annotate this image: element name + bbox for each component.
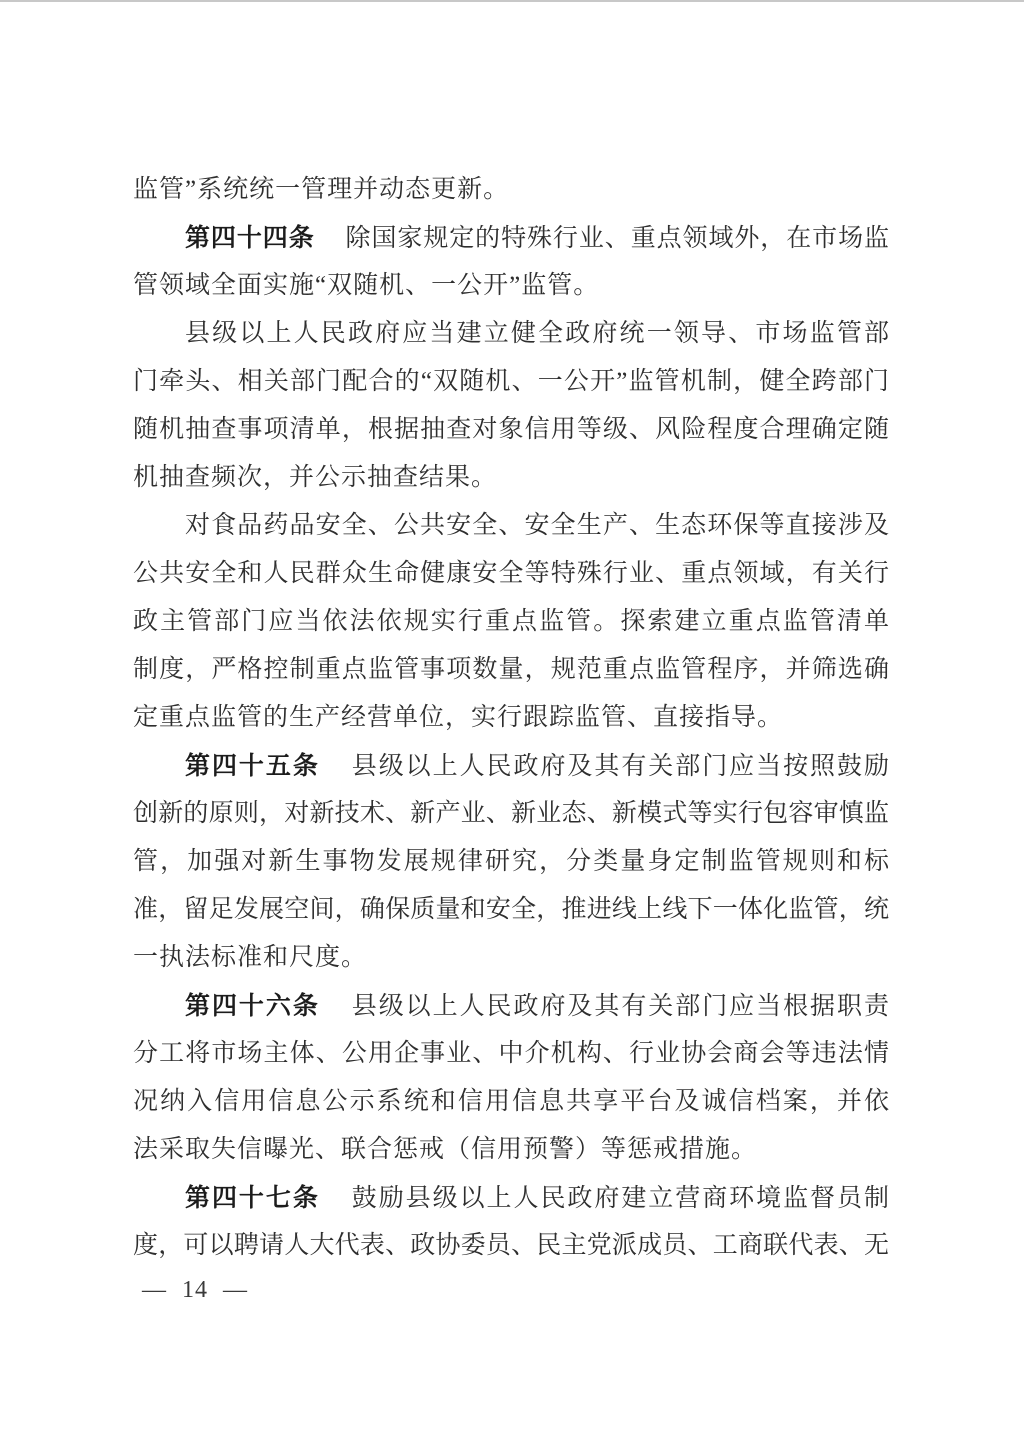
text-segment: 制度，严格控制重点监管事项数量，规范重点监管程序，并筛选确 (133, 656, 889, 683)
article-heading-line (133, 214, 889, 262)
text-segment: 准，留足发展空间，确保质量和安全，推进线上线下一体化监管，统 (133, 896, 889, 923)
text-line (133, 262, 889, 310)
page-number: — 14 — (142, 1277, 248, 1303)
text-segment: 门牵头、相关部门配合的“双随机、一公开”监管机制，健全跨部门 (133, 368, 889, 395)
article-heading-line (133, 1174, 889, 1222)
text-segment: 政主管部门应当依法依规实行重点监管。探索建立重点监管清单 (133, 608, 889, 635)
text-segment: 县级以上人民政府及其有关部门应当根据职责 (349, 993, 889, 1020)
text-line (133, 1126, 889, 1174)
article-heading-line (133, 982, 889, 1030)
text-segment: 随机抽查事项清单，根据抽查对象信用等级、风险程度合理确定随 (133, 416, 889, 443)
text-line (133, 886, 889, 934)
text-segment: 机抽查频次，并公示抽查结果。 (133, 464, 498, 491)
article-number: 第四十五条 (185, 752, 320, 780)
text-line (133, 358, 889, 406)
text-segment: 创新的原则，对新技术、新产业、新业态、新模式等实行包容审慎监 (133, 800, 889, 827)
article-number: 第四十七条 (185, 1184, 320, 1212)
text-line (133, 646, 889, 694)
text-line (133, 790, 889, 838)
text-line (133, 166, 889, 214)
text-line (133, 550, 889, 598)
text-line (133, 598, 889, 646)
text-segment: 法采取失信曝光、联合惩戒（信用预警）等惩戒措施。 (133, 1136, 758, 1163)
text-segment: 县级以上人民政府应当建立健全政府统一领导、市场监管部 (185, 320, 889, 347)
text-line (133, 310, 889, 358)
text-segment: 管，加强对新生事物发展规律研究，分类量身定制监管规则和标 (133, 848, 889, 875)
text-segment: 管领域全面实施“双随机、一公开”监管。 (133, 272, 600, 299)
text-segment: 鼓励县级以上人民政府建立营商环境监督员制 (349, 1185, 889, 1212)
text-line (133, 838, 889, 886)
article-heading-line (133, 742, 889, 790)
text-segment: 监管”系统统一管理并动态更新。 (133, 176, 510, 203)
text-segment: 一执法标准和尺度。 (133, 944, 368, 971)
text-segment: 分工将市场主体、公用企事业、中介机构、行业协会商会等违法情 (133, 1040, 889, 1067)
text-line (133, 502, 889, 550)
text-segment: 定重点监管的生产经营单位，实行跟踪监管、直接指导。 (133, 704, 784, 731)
text-line (133, 934, 889, 982)
scan-top-edge-line (0, 0, 1024, 2)
article-number: 第四十四条 (185, 224, 315, 252)
text-segment: 除国家规定的特殊行业、重点领域外，在市场监 (344, 225, 889, 252)
text-segment: 度，可以聘请人大代表、政协委员、民主党派成员、工商联代表、无 (133, 1232, 889, 1259)
text-line (133, 694, 889, 742)
text-segment: 县级以上人民政府及其有关部门应当按照鼓励 (349, 753, 889, 780)
text-line (133, 1030, 889, 1078)
article-number: 第四十六条 (185, 992, 320, 1020)
text-line (133, 454, 889, 502)
document-body (133, 166, 889, 1270)
text-segment: 况纳入信用信息公示系统和信用信息共享平台及诚信档案，并依 (133, 1088, 889, 1115)
text-segment: 公共安全和人民群众生命健康安全等特殊行业、重点领域，有关行 (133, 560, 889, 587)
text-line (133, 1078, 889, 1126)
text-line (133, 1222, 889, 1270)
text-line (133, 406, 889, 454)
text-segment: 对食品药品安全、公共安全、安全生产、生态环保等直接涉及 (185, 512, 889, 539)
